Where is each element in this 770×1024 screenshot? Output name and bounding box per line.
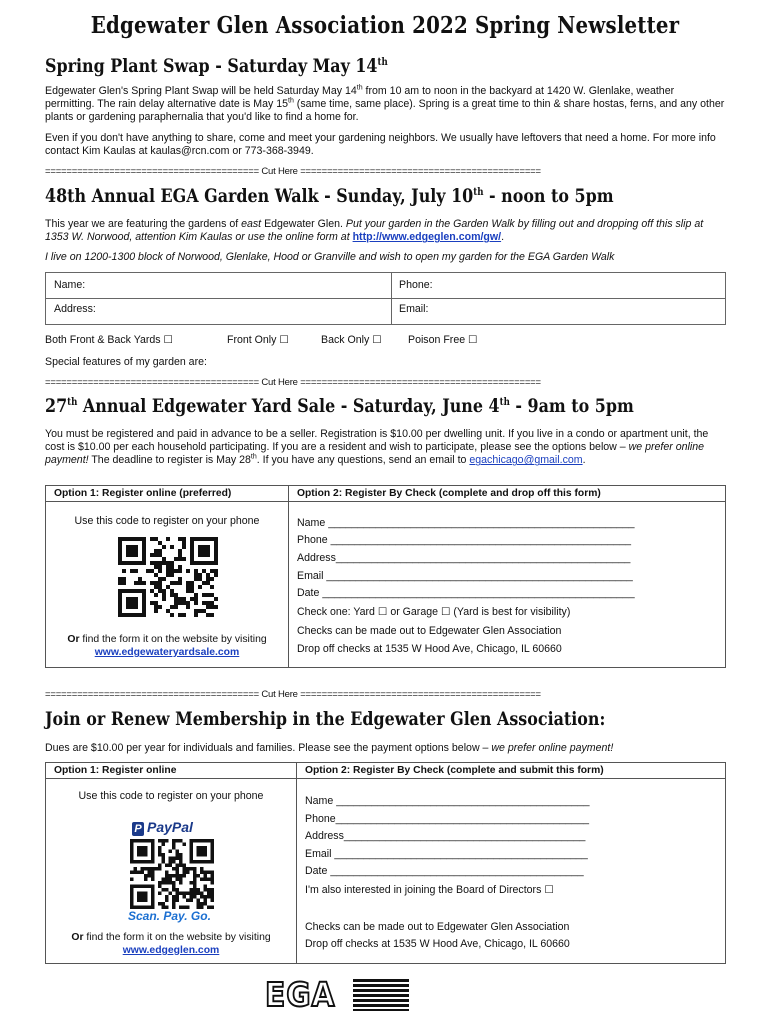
ys-use-code: Use this code to register on your phone — [74, 515, 260, 527]
yard-sale-paragraph: You must be registered and paid in advance to be a seller. Registration is $10.00 per dwelling unit. If you live in a condo or apartment unit, the cost is $10.00 per each household participating. If you are a resident and wish to participate, please see the options below – we prefer online payment! The deadline to register is May 28th. If you have any questions, send an email to egachicago@gmail.com. — [45, 428, 709, 467]
ys-dropoff: Drop off checks at 1535 W Hood Ave, Chicago, IL 60660 — [297, 643, 562, 655]
gw-option-back[interactable]: Back Only ☐ — [321, 334, 382, 346]
ys-option-1-heading: Option 1: Register online (preferred) — [54, 488, 232, 499]
membership-options-table — [45, 762, 726, 964]
gw-address-field[interactable]: Address: — [54, 303, 96, 315]
garden-walk-link[interactable]: http://www.edgeglen.com/gw/ — [352, 231, 502, 244]
ys-website-note: Or find the form it on the website by visiting www.edgewateryardsale.com — [67, 634, 267, 658]
yard-sale-email-link[interactable]: egachicago@gmail.com — [469, 454, 583, 467]
ys-phone-field[interactable]: Phone ___________________________________________________ — [297, 534, 632, 546]
scan-pay-go: Scan. Pay. Go. — [128, 909, 211, 923]
mem-option-2-heading: Option 2: Register By Check (complete and submit this form) — [305, 765, 604, 776]
gw-name-field[interactable]: Name: — [54, 279, 86, 291]
membership-website-link[interactable]: www.edgeglen.com — [122, 945, 220, 956]
mem-checks-payable: Checks can be made out to Edgewater Glen Association — [305, 921, 570, 933]
plant-swap-heading: Spring Plant Swap - Saturday May 14th — [45, 56, 388, 77]
yard-sale-qr-code[interactable] — [118, 537, 218, 617]
ys-check-one[interactable]: Check one: Yard ☐ or Garage ☐ (Yard is best for visibility) — [297, 606, 571, 618]
gw-special-features: Special features of my garden are: — [45, 356, 207, 368]
ys-date-field[interactable]: Date _____________________________________________________ — [297, 587, 635, 599]
mem-use-code: Use this code to register on your phone — [78, 790, 264, 802]
membership-dues: Dues are $10.00 per year for individuals and families. Please see the payment options below – we prefer online payment! — [45, 742, 614, 754]
gw-option-front[interactable]: Front Only ☐ — [227, 334, 289, 346]
gw-email-field[interactable]: Email: — [399, 303, 429, 315]
membership-qr-code[interactable] — [130, 839, 214, 909]
mem-email-field[interactable]: Email ___________________________________________ — [305, 848, 588, 860]
gw-option-poison-free[interactable]: Poison Free ☐ — [408, 334, 478, 346]
garden-walk-paragraph-1: This year we are featuring the gardens of east Edgewater Glen. Put your garden in the Garden Walk by filling out and dropping off this slip at 1353 W. Norwood, attention Kim Kaulas or use the online form at http://www.edgeglen.com/gw/. — [45, 218, 704, 244]
gw-option-both[interactable]: Both Front & Back Yards ☐ — [45, 334, 174, 346]
ys-address-field[interactable]: Address__________________________________________________ — [297, 552, 631, 564]
mem-address-field[interactable]: Address_________________________________________ — [305, 830, 586, 842]
ega-logo — [265, 977, 411, 1013]
mem-phone-field[interactable]: Phone___________________________________________ — [305, 813, 589, 825]
ega-logo-text: EGA — [265, 975, 336, 1014]
ega-logo-stripes — [353, 979, 409, 1011]
mem-website-note: Or find the form it on the website by visiting www.edgeglen.com — [71, 932, 271, 956]
mem-option-1-heading: Option 1: Register online — [54, 765, 177, 776]
paypal-icon: P — [132, 822, 144, 836]
membership-heading: Join or Renew Membership in the Edgewater Glen Association: — [45, 709, 606, 730]
cut-line: ======================================== Cut Here ============================================= — [45, 166, 541, 177]
plant-swap-paragraph-2: Even if you don't have anything to share, come and meet your gardening neighbors. We usually have leftovers that need a home. For more info contact Kim Kaulas at kaulas@rcn.com or 773-368-3949. — [45, 132, 716, 158]
yard-sale-website-link[interactable]: www.edgewateryardsale.com — [94, 647, 240, 658]
gw-phone-field[interactable]: Phone: — [399, 279, 433, 291]
mem-name-field[interactable]: Name ___________________________________________ — [305, 795, 590, 807]
garden-walk-paragraph-2: I live on 1200-1300 block of Norwood, Glenlake, Hood or Granville and wish to open my garden for the EGA Garden Walk — [45, 251, 615, 263]
paypal-logo: P PayPal — [132, 819, 193, 836]
garden-walk-form — [45, 272, 726, 325]
yard-sale-heading: 27th Annual Edgewater Yard Sale - Saturday, June 4th - 9am to 5pm — [45, 396, 634, 417]
cut-line: ======================================== Cut Here ============================================= — [45, 377, 541, 388]
plant-swap-paragraph-1: Edgewater Glen's Spring Plant Swap will be held Saturday May 14th from 10 am to noon in the backyard at 1420 W. Glenlake, weather permitting. The rain delay alternative date is May 15th (same time, same place). Spring is a great time to thin & share hostas, ferns, and any other plants or gardening paraphernalia that you'd like to find a home for. — [45, 84, 725, 124]
ys-name-field[interactable]: Name ____________________________________________________ — [297, 517, 635, 529]
page-title: Edgewater Glen Association 2022 Spring Newsletter — [90, 12, 680, 39]
ys-email-field[interactable]: Email ____________________________________________________ — [297, 570, 633, 582]
mem-date-field[interactable]: Date ___________________________________________ — [305, 865, 584, 877]
yard-sale-options-table — [45, 485, 726, 668]
cut-line: ======================================== Cut Here ============================================= — [45, 689, 541, 700]
ys-checks-payable: Checks can be made out to Edgewater Glen Association — [297, 625, 562, 637]
mem-board-interest[interactable]: I'm also interested in joining the Board of Directors ☐ — [305, 884, 554, 896]
garden-walk-heading: 48th Annual EGA Garden Walk - Sunday, July 10th - noon to 5pm — [45, 186, 614, 207]
ys-option-2-heading: Option 2: Register By Check (complete and drop off this form) — [297, 488, 601, 499]
mem-dropoff: Drop off checks at 1535 W Hood Ave, Chicago, IL 60660 — [305, 938, 570, 950]
